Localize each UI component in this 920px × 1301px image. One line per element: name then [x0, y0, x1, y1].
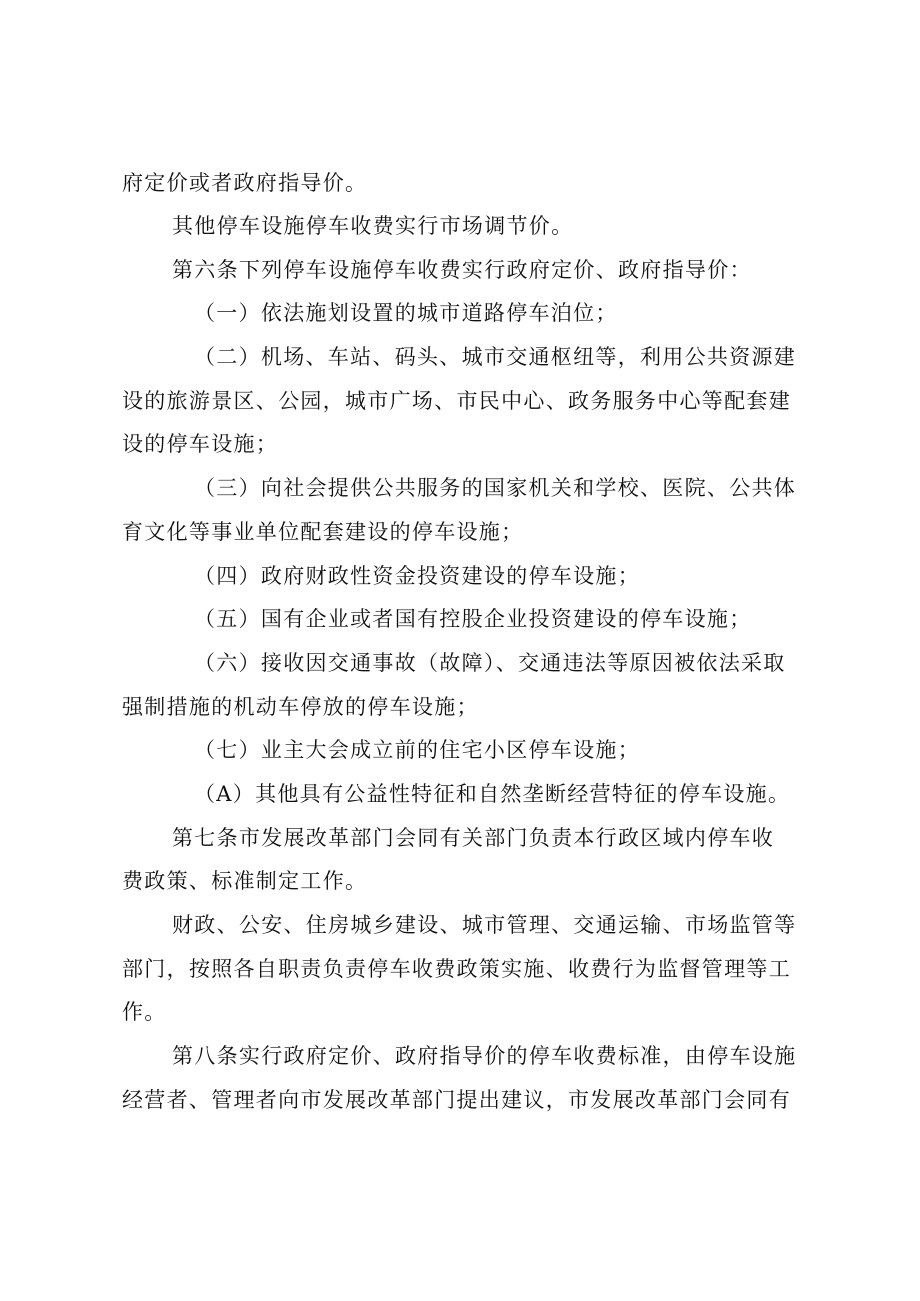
text-line: 其他停车设施停车收费实行市场调节价。: [172, 214, 574, 238]
text-line: （一）依法施划设置的城市道路停车泊位；: [194, 301, 618, 325]
text-line: （七）业主大会成立前的住宅小区停车设施；: [194, 738, 640, 762]
text-line: 设的旅游景区、公园，城市广场、市民中心、政务服务中心等配套建: [122, 389, 791, 413]
text-line: 第八条实行政府定价、政府指导价的停车收费标准，由停车设施: [172, 1044, 797, 1068]
text-line: （三）向社会提供公共服务的国家机关和学校、医院、公共体: [194, 476, 797, 500]
text-line: （二）机场、车站、码头、城市交通枢纽等，利用公共资源建: [194, 345, 797, 369]
text-line: 部门，按照各自职责负责停车收费政策实施、收费行为监督管理等工: [122, 957, 791, 981]
text-line: 设的停车设施；: [122, 432, 279, 456]
text-line: （五）国有企业或者国有控股企业投资建设的停车设施；: [194, 607, 752, 631]
text-line: （四）政府财政性资金投资建设的停车设施；: [194, 564, 640, 588]
text-line: 府定价或者政府指导价。: [122, 171, 368, 195]
text-line: 强制措施的机动车停放的停车设施；: [122, 695, 479, 719]
text-line: 经营者、管理者向市发展改革部门提出建议，市发展改革部门会同有: [122, 1088, 791, 1112]
text-line: 育文化等事业单位配套建设的停车设施；: [122, 520, 524, 544]
text-line: 作。: [122, 1000, 167, 1024]
text-line: （A）其他具有公益性特征和自然垄断经营特征的停车设施。: [194, 782, 791, 806]
text-line: 第六条下列停车设施停车收费实行政府定价、政府指导价：: [172, 258, 752, 282]
text-line: 第七条市发展改革部门会同有关部门负责本行政区域内停车收: [172, 826, 775, 850]
text-line: （六）接收因交通事故（故障）、交通违法等原因被依法采取: [194, 651, 786, 675]
text-line: 财政、公安、住房城乡建设、城市管理、交通运输、市场监管等: [172, 913, 797, 937]
text-line: 费政策、标准制定工作。: [122, 869, 368, 893]
